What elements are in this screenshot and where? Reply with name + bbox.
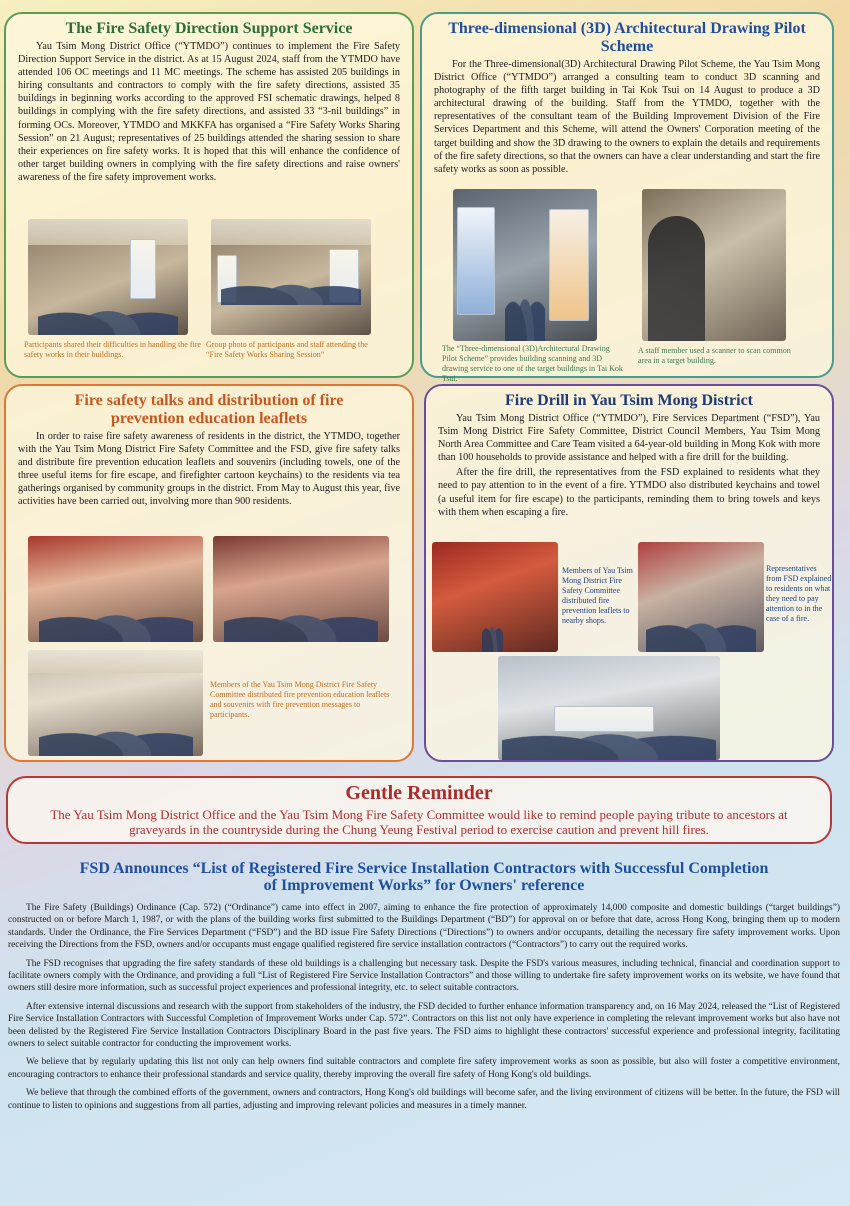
- photo-caption: Participants shared their difficulties in handling the fire safety works in their buildings.: [24, 340, 201, 359]
- group-photo: [211, 219, 371, 335]
- announcement-paragraph: The Fire Safety (Buildings) Ordinance (Cap. 572) (“Ordinance”) came into effect in 2007, aiming to enhance the fire protection of approximately 14,000 composite and domestic buildings (“target buildings”) constructed on or before March 1, 1987, or with the plans of the building works first submitted to the Buildings Department (“BD”) for approval on or before that date, across Hong Kong, bringing them up to modern standards. Under the Ordinance, the Fire Services Department (“FSD”) and the BD issue Fire Safety Directions (“Directions”) to owners and/or occupants, detailing the necessary fire safety improvement works. Upon receiving the Directions from the FSD, owners and/or occupants must engage qualified registered fire service installation contractors (“Contractors”) to carry out the required works.: [8, 903, 840, 951]
- announcement-paragraph: The FSD recognises that upgrading the fire safety standards of these old buildings is a challenging but necessary task. Despite the FSD's various measures, including technical, financial and coordination support to facilitate owners comply with the Ordinance, and providing a full “List of Registered Fire Service Installation Contractors” and those willing to undertake fire safety improvement works on its website, we have found that owners still desire more information, such as successful project experiences and professional integrity, etc. to select suitable contractors.: [8, 958, 840, 994]
- fsd-announcement-section: [8, 860, 840, 1118]
- committee-members-photo: [28, 650, 203, 756]
- announcement-paragraph: After extensive internal discussions and research with the support from stakeholders of the industry, the FSD decided to further enhance information transparency and, on 16 May 2024, released the “List of Registered Fire Service Installation Contractors with Successful Completion of Improvement Works under Cap. 572”. Contractors on this list not only have experience in completing the relevant improvement works but also have not been delisted by the Registered Fire Service Installation Contractors Disciplinary Board in the past five years. The FSD aims to highlight these contractors' successful experience and professional integrity, facilitating owners to select suitable contractor for conducting the improvement works.: [8, 1001, 840, 1050]
- announcement-paragraph: We believe that by regularly updating this list not only can help owners find suitable contractors and complete fire safety improvement works as soon as possible, but also will foster a competitive environment, encouraging contractors to enhance their professional standards and service quality, thereby improving the overall fire safety of Hong Kong's old buildings.: [8, 1057, 840, 1080]
- announcement-title-line-2: of Improvement Works” for Owners' reference: [263, 877, 585, 894]
- sharing-session-photo: [28, 219, 188, 335]
- photo-caption: A staff member used a scanner to scan common area in a target building.: [638, 346, 791, 365]
- panel-title: Three-dimensional (3D) Architectural Drawing Pilot Scheme: [448, 20, 806, 55]
- scanner-staff-photo: [642, 189, 786, 341]
- announcement-title: [8, 860, 840, 894]
- photo-caption: Members of Yau Tsim Mong District Fire Safety Committee distributed fire prevention leaflets to nearby shops.: [562, 566, 633, 625]
- panel-body: In order to raise fire safety awareness of residents in the district, the YTMDO, together with the Yau Tsim Mong District Fire Safety Committee and the FSD, give fire safety talks and distribute fire prevention education leaflets and souvenirs (including towels, one of the three useful items for fire escape, and firefighter cartoon keychains) to the residents via tea gatherings organised by community groups in the district. From May to August this year, five activities have been carried out, involving more than 900 residents.: [18, 431, 400, 508]
- fsd-explaining-photo: [638, 542, 764, 652]
- photo-caption: Members of the Yau Tsim Mong District Fire Safety Committee distributed fire prevention education leaflets and souvenirs with fire prevention messages to participants.: [210, 680, 390, 719]
- panel-body: Yau Tsim Mong District Office (“YTMDO”), Fire Services Department (“FSD”), Yau Tsim Mong District Fire Safety Committee, District Council Members, Yau Tsim Mong North Area Committee and Care Team visited a 64-year-old building in Mong Kok with more than 100 households to provide assistance and helped with a fire drill for the building.: [438, 413, 820, 464]
- fire-drill-panel: [424, 384, 834, 762]
- panel-body: For the Three-dimensional(3D) Architectural Drawing Pilot Scheme, the Yau Tsim Mong District Office (“YTMDO”) arranged a consulting team to conduct 3D scanning and photography of the fifth target building in Tai Kok Tsui on 14 August to produce a 3D architectural drawing of the building. Staff from the YTMDO, together with the representatives of the consultant team of the Building Improvement Division of the Fire Services Department and this Scheme, will attend the Owners' Corporation meeting of the target building and show the 3D drawing to the owners to explain the details and requirements of the fire safety directions, so that the owners can have a clear understanding and start the fire safety works as soon as possible.: [434, 59, 820, 175]
- reminder-body: The Yau Tsim Mong District Office and the Yau Tsim Mong Fire Safety Committee would like to remind people paying tribute to ancestors at graveyards in the countryside during the Chung Yeung Festival period to exercise caution and prevent hill fires.: [50, 807, 788, 837]
- fire-safety-direction-support-panel: [4, 12, 414, 378]
- gentle-reminder-box: [6, 776, 832, 844]
- tea-gathering-photo-1: [28, 536, 203, 642]
- panel-body: Yau Tsim Mong District Office (“YTMDO”) continues to implement the Fire Safety Direction Support Service in the district. As at 15 August 2024, staff from the YTMDO have attended 106 OC meetings and 11 MC meetings. The scheme has assisted 205 buildings in hiring consultants and contractors to comply with the fire safety directions, assisted 35 buildings in beginning works according to the approved FSI schematic drawings, helped 8 buildings in complying with the fire safety directions, and assisted 33 “3-nil buildings” in forming OCs. Moreover, YTMDO and MKKFA has organised a “Fire Safety Works Sharing Session” on 21 August; representatives of 25 buildings attended the sharing session to share their experiences on fire safety works. It is hoped that this will enhance the confidence of other target building owners in complying with the fire safety directions and raise owners' awareness of the fire safety improvement works.: [18, 41, 400, 183]
- panel-body: After the fire drill, the representatives from the FSD explained to residents what they need to pay attention to in the event of a fire. YTMDO also distributed keychains and towel (a useful item for fire escape) to the participants, reminding them to bring towels and keys with them when escaping a fire.: [438, 467, 820, 518]
- panel-title: The Fire Safety Direction Support Service: [65, 20, 353, 37]
- photo-caption: Representatives from FSD explained to residents on what they need to pay attention to in the case of a fire.: [766, 564, 832, 623]
- photo-caption: The “Three-dimensional (3D)Architectural Drawing Pilot Scheme” provides building scanning and 3D drawing service to one of the target buildings in Tai Kok Tsui.: [442, 344, 623, 383]
- fire-drill-group-photo: [498, 656, 720, 760]
- announcement-paragraph: We believe that through the combined efforts of the government, owners and contractors, Hong Kong's old buildings will become safer, and the living environment of citizens will be better. In the future, the FSD will continue to listen to opinions and suggestions from all parties, adjusting and improving relevant policies and measures in a timely manner.: [8, 1088, 840, 1111]
- architectural-3d-panel: [420, 12, 834, 383]
- shop-leaflets-photo: [432, 542, 558, 652]
- fire-safety-talks-panel: [4, 384, 414, 762]
- photo-caption: Group photo of participants and staff attending the “Fire Safety Works Sharing Session”: [206, 340, 368, 359]
- announcement-title-line-1: FSD Announces “List of Registered Fire Service Installation Contractors with Successful Completion: [79, 860, 769, 877]
- panel-title: Fire safety talks and distribution of fire prevention education leaflets: [74, 392, 344, 427]
- tea-gathering-photo-2: [213, 536, 389, 642]
- scanning-team-photo: [453, 189, 597, 341]
- reminder-title: Gentle Reminder: [345, 782, 493, 804]
- panel-title: Fire Drill in Yau Tsim Mong District: [505, 392, 753, 409]
